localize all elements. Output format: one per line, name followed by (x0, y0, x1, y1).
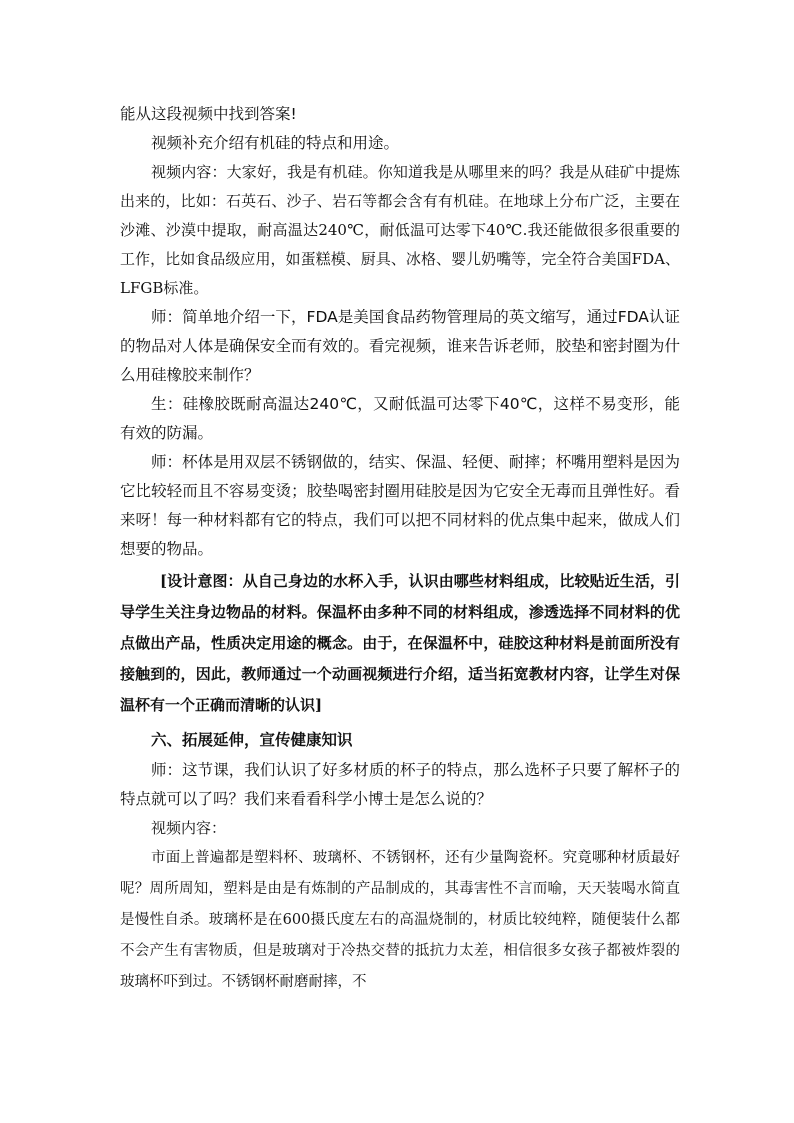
paragraph-video-cups: 市面上普遍都是塑料杯、玻璃杯、不锈钢杯，还有少量陶瓷杯。究竟哪种材质最好呢？周所周知，塑料是由是有炼制的产品制成的，其毒害性不言而喻，天天装喝水简直是慢性自杀。玻璃杯是在600摄氏度左右的高温烧制的，材质比较纯粹，随便装什么都不会产生有害物质，但是玻璃对于冷热交替的抵抗力太差，相信很多女孩子都被炸裂的玻璃杯吓到过。不锈钢杯耐磨耐摔，不 (120, 850, 680, 990)
paragraph-teacher-summary: 师：杯体是用双层不锈钢做的，结实、保温、轻便、耐摔；杯嘴用塑料是因为它比较轻而且不容易变烫；胶垫喝密封圈用硅胶是因为它安全无毒而且弹性好。看来呀！每一种材料都有它的特点，我们可以把不同材料的优点集中起来，做成人们想要的物品。 (120, 453, 680, 558)
paragraph-video-content-silicone: 视频内容：大家好，我是有机硅。你知道我是从哪里来的吗？我是从硅矿中提炼出来的，比如：石英石、沙子、岩石等都会含有有机硅。在地球上分布广泛，主要在沙滩、沙漠中提取，耐高温达240℃，耐低温可达零下40℃.我还能做很多很重要的工作，比如食品级应用，如蛋糕模、厨具、冰格、婴儿奶嘴等，完全符合美国FDA、LFGB标准。 (120, 163, 680, 297)
paragraph-teacher-question: 师：这节课，我们认识了好多材质的杯子的特点，那么选杯子只要了解杯子的特点就可以了吗？我们来看看科学小博士是怎么说的？ (120, 761, 680, 808)
document-body (120, 100, 680, 998)
paragraph-teacher-fda: 师：简单地介绍一下，FDA是美国食品药物管理局的英文缩写，通过FDA认证的物品对人体是确保安全而有效的。看完视频，谁来告诉老师，胶垫和密封圈为什么用硅橡胶来制作？ (120, 308, 680, 384)
paragraph-video-supplement: 视频补充介绍有机硅的特点和用途。 (151, 134, 400, 152)
paragraph-answer-lead: 能从这段视频中找到答案! (120, 105, 297, 123)
paragraph-student-answer: 生：硅橡胶既耐高温达240℃，又耐低温可达零下40℃，这样不易变形，能有效的防漏。 (120, 395, 680, 442)
paragraph-video-label: 视频内容： (151, 819, 227, 837)
section-heading: 六、拓展延伸，宣传健康知识 (151, 731, 353, 749)
design-intent-note: [设计意图：从自己身边的水杯入手，认识由哪些材料组成，比较贴近生活，引导学生关注身边物品的材料。保温杯由多种不同的材料组成，渗透选择不同材料的优点做出产品，性质决定用途的概念。由于，在保温杯中，硅胶这种材料是前面所没有接触到的，因此，教师通过一个动画视频进行介绍，适当拓宽教材内容，让学生对保温杯有一个正确而清晰的认识] (120, 572, 680, 714)
